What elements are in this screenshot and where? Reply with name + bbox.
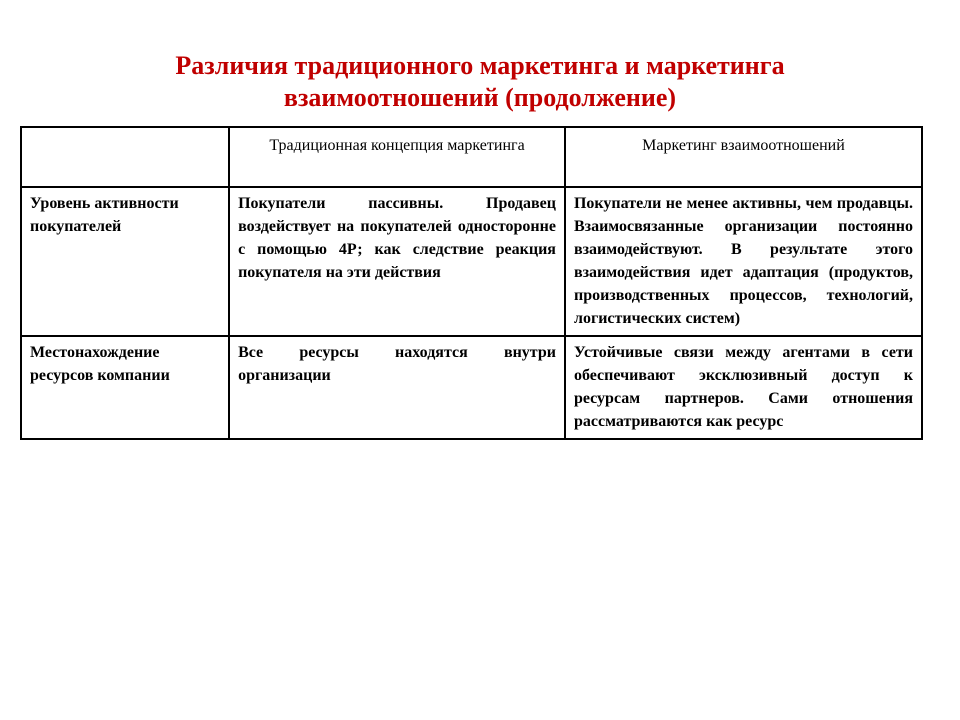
header-corner-cell bbox=[21, 127, 229, 187]
slide-title bbox=[60, 50, 900, 114]
row-label-customer-activity: Уровень активности покупателей bbox=[21, 187, 229, 336]
row-label-resource-location: Местонахождение ресурсов компании bbox=[21, 336, 229, 439]
cell-traditional-customer-activity: Покупатели пассивны. Продавец воздействует на покупателей односторонне с помощью 4Р; как следствие реакция покупателя на эти действия bbox=[229, 187, 565, 336]
table-row bbox=[21, 336, 922, 439]
cell-relationship-resource-location: Устойчивые связи между агентами в сети обеспечивают эксклюзивный доступ к ресурсам партнеров. Сами отношения рассматриваются как ресурс bbox=[565, 336, 922, 439]
slide-title-line-1: Различия традиционного маркетинга и маркетинга bbox=[175, 51, 785, 80]
slide-title-line-2: взаимоотношений (продолжение) bbox=[283, 83, 677, 112]
cell-relationship-customer-activity: Покупатели не менее активны, чем продавцы. Взаимосвязанные организации постоянно взаимодействуют. В результате этого взаимодействия идет адаптация (продуктов, производственных процессов, технологий, логистических систем) bbox=[565, 187, 922, 336]
table-row bbox=[21, 187, 922, 336]
cell-traditional-resource-location: Все ресурсы находятся внутри организации bbox=[229, 336, 565, 439]
comparison-table bbox=[20, 126, 923, 440]
header-traditional-marketing: Традиционная концепция маркетинга bbox=[229, 127, 565, 187]
table-header-row bbox=[21, 127, 922, 187]
header-relationship-marketing: Маркетинг взаимоотношений bbox=[565, 127, 922, 187]
